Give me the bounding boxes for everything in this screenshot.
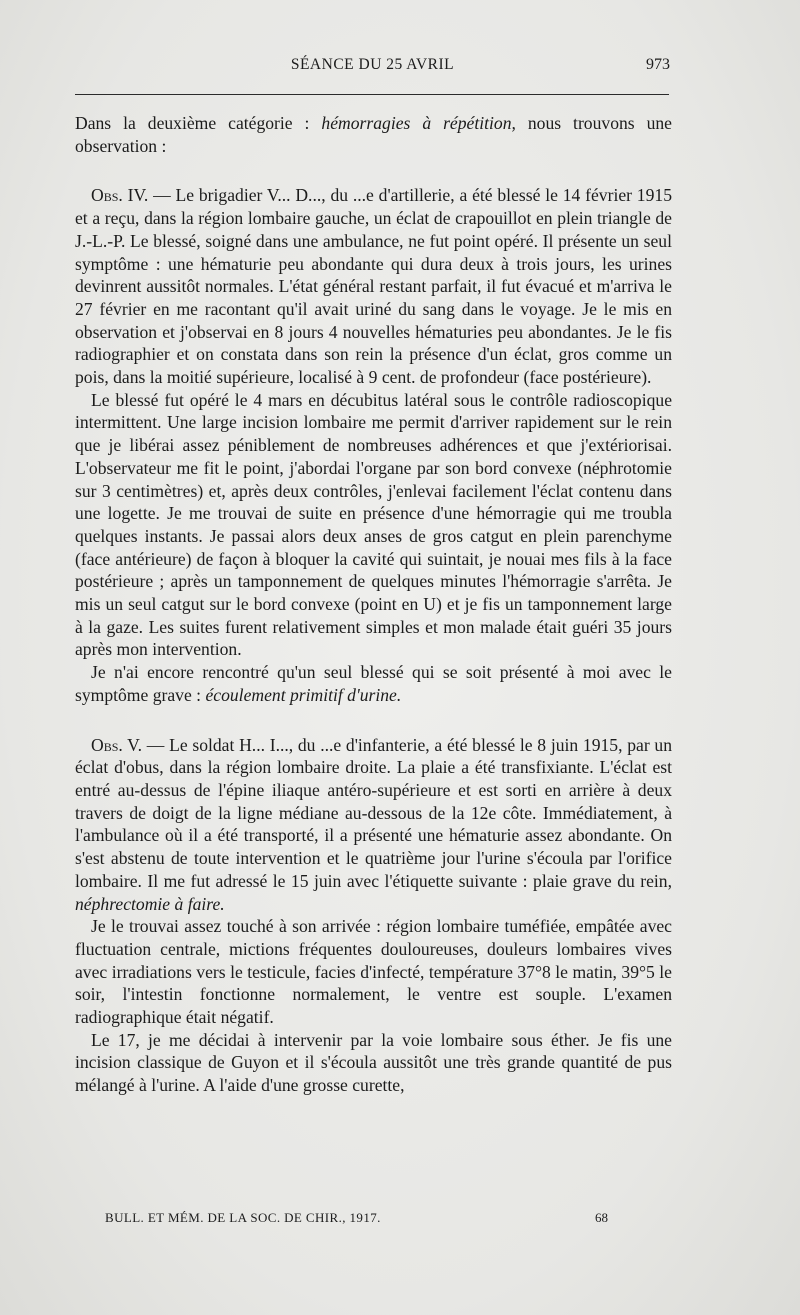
paragraph-obs-v [75, 734, 672, 916]
obs-v-emphasis: néphrectomie à faire. [75, 893, 225, 914]
paragraph-examination: Je le trouvai assez touché à son arrivée : région lombaire tuméfiée, empâtée avec fluctuation centrale, mictions fréquentes douloureuses, douleurs lombaires vives avec irradiations vers le testicule, facies d'infecté, température 37°8 le matin, 39°5 le soir, l'intestin fonctionne normalement, le ventre est souple. L'examen radiographique était négatif. [75, 916, 672, 1028]
body-text [75, 112, 672, 1097]
header-rule [75, 94, 669, 95]
paragraph-obs-iv [75, 184, 672, 388]
obs-iv-text: — Le brigadier V... D..., du ...e d'artillerie, a été blessé le 14 février 1915 et a reçu, dans la région lombaire gauche, un éclat de crapouillot en plein triangle de J.-L.-P. Le blessé, soigné dans une ambulance, ne fut point opéré. Il présente un seul symptôme : une hématurie peu abondante qui dura deux à trois jours, les urines devinrent aussitôt normales. L'état général restant parfait, il fut évacué et m'arriva le 27 février en me racontant qu'il avait uriné du sang dans le voyage. Je le mis en observation et j'observai en 8 jours 4 nouvelles hématuries peu abondantes. Je le fis radiographier et on constata dans son rein la présence d'un éclat, gros comme un pois, dans la moitié supérieure, localisé à 9 cent. de profondeur (face postérieure). [75, 185, 672, 388]
obs-v-label: Obs. V. [91, 734, 143, 755]
journal-citation: BULL. ET MÉM. DE LA SOC. DE CHIR., 1917. [105, 1210, 381, 1225]
running-title: SÉANCE DU 25 AVRIL [290, 56, 455, 73]
paragraph-operation: Le blessé fut opéré le 4 mars en décubitus latéral sous le contrôle radioscopique intermittent. Une large incision lombaire me permit d'arriver rapidement sur le rein que je libérai assez péniblement de nombreuses adhérences et que j'extériorisai. L'observateur me fit le point, j'abordai l'organe par son bord convexe (néphrotomie sur 3 centimètres) et, après deux contrôles, j'enlevai facilement l'éclat contenu dans une logette. Je me trouvai de suite en présence d'une hémorragie qui me troubla quelques instants. Je passai alors deux anses de gros catgut en plein parenchyme (face antérieure) de façon à bloquer la cavité qui suintait, je nouai mes fils à la face postérieure ; après un tamponnement de quelques minutes l'hémorragie s'arrêta. Je mis un seul catgut sur le bord convexe (point en U) et je fis un tamponnement large à la gaze. Les suites furent relativement simples et mon malade était guéri 35 jours après mon intervention. [75, 389, 672, 660]
intro-text: Dans la deuxième catégorie : [75, 113, 322, 133]
transition-emphasis: écoulement primitif d'urine. [205, 684, 402, 705]
intro-text-end: nous trouvons une observation : [75, 113, 672, 156]
signature-mark: 68 [595, 1210, 608, 1225]
page-header [75, 56, 670, 80]
obs-iv-label: Obs. IV. [91, 185, 149, 206]
paragraph-intro [75, 112, 672, 157]
paragraph-transition [75, 661, 672, 706]
page-footer [105, 1210, 625, 1230]
paragraph-intervention: Le 17, je me décidai à intervenir par la voie lombaire sous éther. Je fis une incision classique de Guyon et il s'écoula aussitôt une très grande quantité de pus mélangé à l'urine. A l'aide d'une grosse curette, [75, 1029, 672, 1096]
page-number: 973 [646, 56, 670, 73]
intro-emphasis: hémorragies à répétition, [321, 113, 516, 133]
transition-text: Je n'ai encore rencontré qu'un seul blessé qui se soit présenté à moi avec le symptôme grave : [75, 662, 672, 705]
obs-v-text: — Le soldat H... I..., du ...e d'infanterie, a été blessé le 8 juin 1915, par un éclat d'obus, dans la région lombaire droite. La plaie a été transfixiante. L'éclat est entré au-dessus de l'épine iliaque antéro-supérieure et est sorti en arrière à deux travers de doigt de la ligne médiane au-dessous de la 12e côte. Immédiatement, à l'ambulance où il a été transporté, il a présenté une hématurie assez abondante. On s'est abstenu de toute intervention et le quatrième jour l'urine s'écoula par l'orifice lombaire. Il me fut adressé le 15 juin avec l'étiquette suivante : plaie grave du rein, [75, 734, 672, 891]
